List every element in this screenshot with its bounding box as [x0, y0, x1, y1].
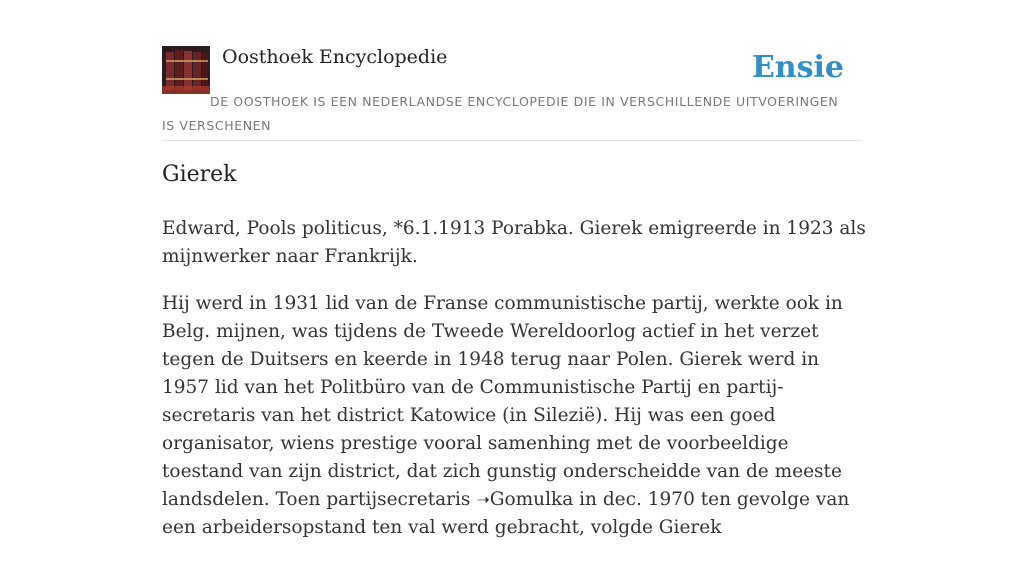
- paragraph-text: Hij werd in 1931 lid van de Franse communistische partij, werkte ook in Belg. mijnen, was tijdens de Tweede Wereldoorlog actief in het verzet tegen de Duitsers en keerde in 1948 terug naar Polen. Gierek werd in 1957 lid van het Politbüro van de Communistische Partij en partij-secretaris van het district Katowice (in Silezië). Hij was een goed organisator, wiens prestige vooral samenhing met de voorbeeldige toestand van zijn district, dat zich gunstig onderscheidde van de meeste landsdelen. Toen partijsecretaris: [162, 293, 843, 510]
- article-paragraph: [162, 290, 867, 542]
- site-header: [162, 46, 862, 141]
- ensie-logo[interactable]: Ensie: [751, 50, 844, 85]
- site-tagline: DE OOSTHOEK IS EEN NEDERLANDSE ENCYCLOPEDIE DIE IN VERSCHILLENDE UITVOERINGEN IS VERSCHENEN: [162, 94, 839, 133]
- article-paragraph: Edward, Pools politicus, *6.1.1913 Porabka. Gierek emigreerde in 1923 als mijnwerker naar Frankrijk.: [162, 218, 866, 267]
- encyclopedia-books-icon[interactable]: [162, 46, 210, 94]
- paragraph-text: in dec. 1970 ten gevolge van een arbeidersopstand ten val werd gebracht, volgde Gierek: [162, 489, 850, 538]
- article-body: [162, 215, 867, 561]
- link-arrow-icon: ➝: [476, 490, 490, 509]
- site-name[interactable]: Oosthoek Encyclopedie: [222, 46, 448, 68]
- gomulka-link[interactable]: Gomulka: [489, 489, 574, 510]
- article-title: Gierek: [162, 162, 237, 187]
